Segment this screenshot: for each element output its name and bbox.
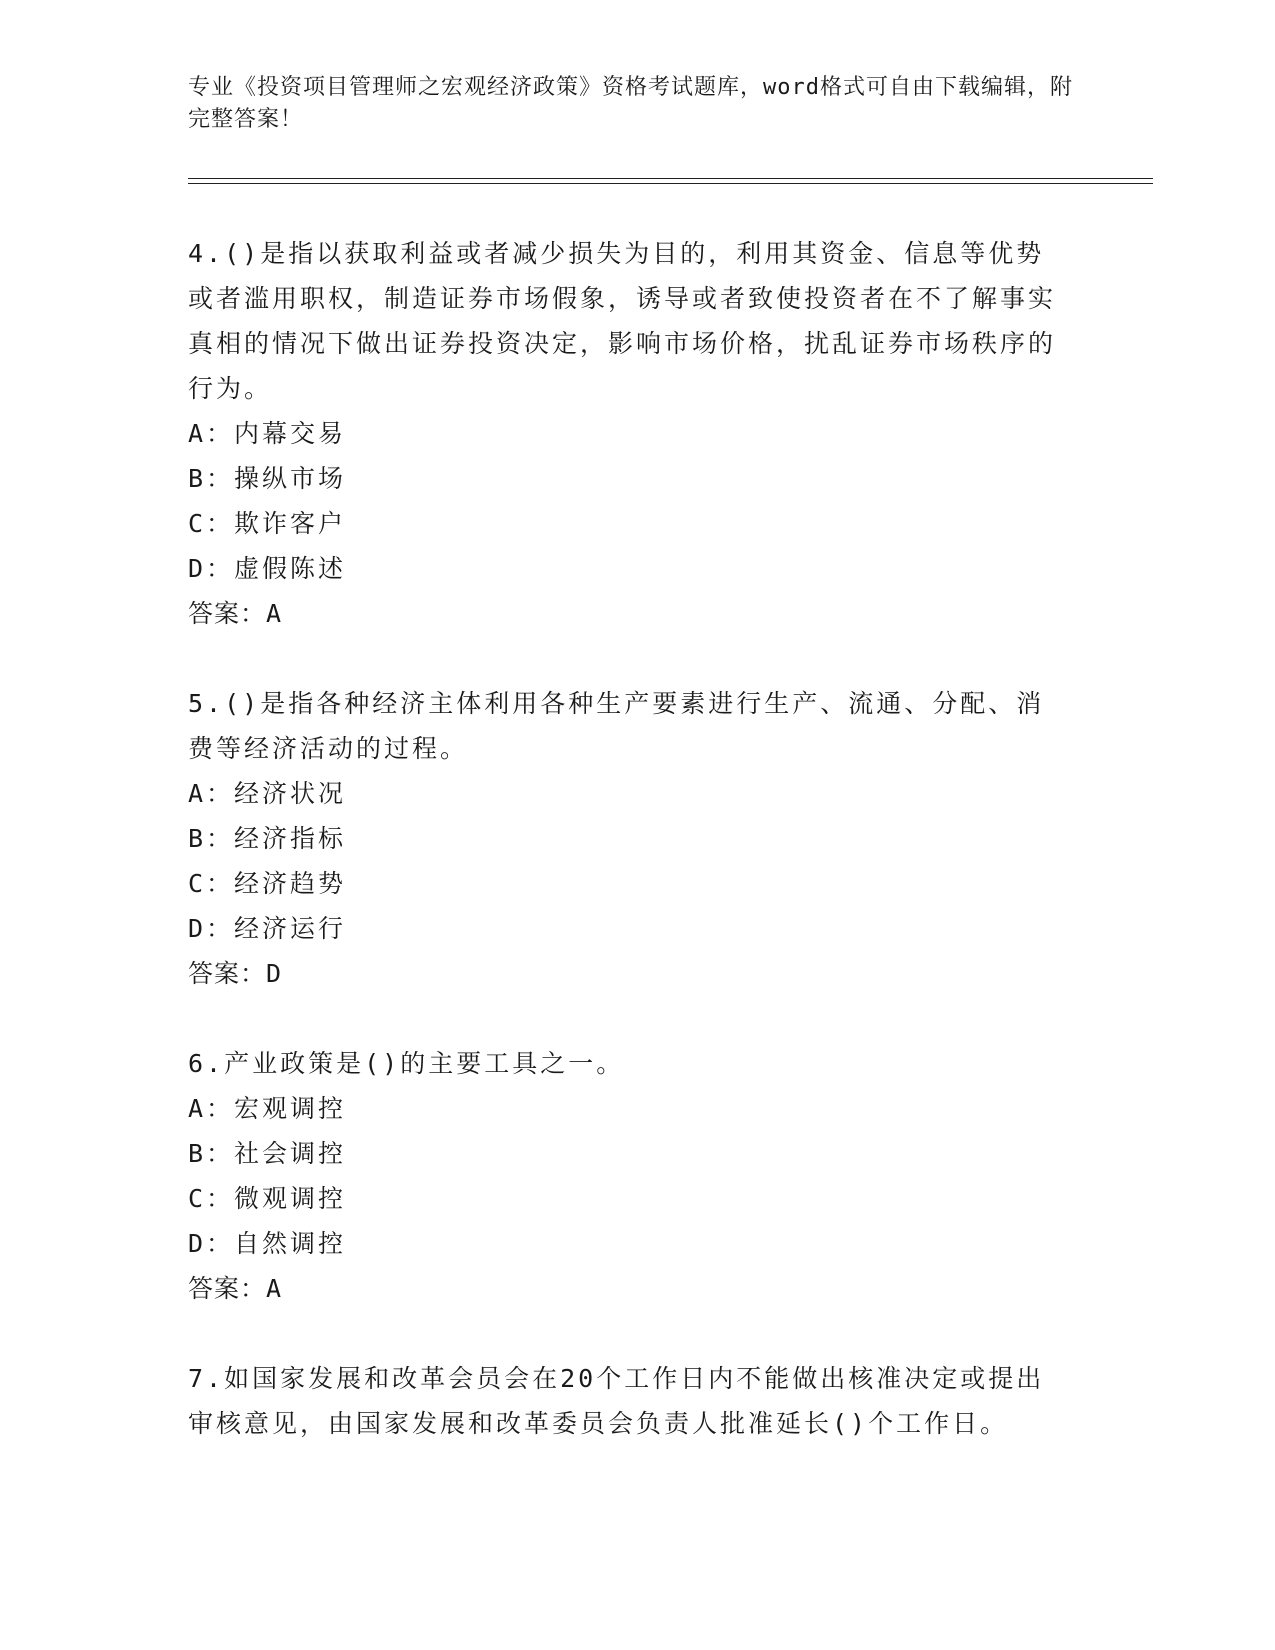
answer-label: 答案：	[188, 959, 267, 988]
question-7	[188, 1356, 1068, 1446]
answer-label: 答案：	[188, 1274, 267, 1303]
question-text: 5.()是指各种经济主体利用各种生产要素进行生产、流通、分配、消费等经济活动的过程。	[188, 689, 1045, 763]
header-text: 专业《投资项目管理师之宏观经济政策》资格考试题库，word格式可自由下载编辑，附完整答案！	[188, 75, 1073, 132]
option-d: D：经济运行	[188, 914, 347, 943]
answer-value: D	[266, 959, 283, 988]
option-d: D：自然调控	[188, 1229, 347, 1258]
option-b: B：经济指标	[188, 824, 347, 853]
spacer	[188, 996, 1068, 1041]
option-a: A：内幕交易	[188, 419, 347, 448]
option-a: A：经济状况	[188, 779, 347, 808]
spacer	[188, 1311, 1068, 1356]
option-b: B：社会调控	[188, 1139, 347, 1168]
header-divider-bottom	[188, 183, 1153, 184]
question-4	[188, 231, 1068, 636]
question-6	[188, 1041, 1068, 1311]
answer-label: 答案：	[188, 599, 267, 628]
option-b: B：操纵市场	[188, 464, 347, 493]
answer-line	[188, 1266, 1068, 1311]
answer-line	[188, 951, 1068, 996]
option-a: A：宏观调控	[188, 1094, 347, 1123]
spacer	[188, 636, 1068, 681]
answer-line	[188, 591, 1068, 636]
question-list	[188, 231, 1068, 1446]
question-text: 4.()是指以获取利益或者减少损失为目的，利用其资金、信息等优势或者滥用职权，制造证券市场假象，诱导或者致使投资者在不了解事实真相的情况下做出证券投资决定，影响市场价格，扰乱证券市场秩序的行为。	[188, 239, 1057, 403]
question-5	[188, 681, 1068, 996]
question-text: 6.产业政策是()的主要工具之一。	[188, 1049, 625, 1078]
option-d: D：虚假陈述	[188, 554, 347, 583]
question-text: 7.如国家发展和改革会员会在20个工作日内不能做出核准决定或提出审核意见，由国家发展和改革委员会负责人批准延长()个工作日。	[188, 1364, 1045, 1438]
document-header	[188, 72, 1088, 136]
answer-value: A	[266, 1274, 283, 1303]
answer-value: A	[266, 599, 283, 628]
header-divider-top	[188, 178, 1153, 179]
option-c: C：微观调控	[188, 1184, 347, 1213]
option-c: C：经济趋势	[188, 869, 347, 898]
option-c: C：欺诈客户	[188, 509, 347, 538]
